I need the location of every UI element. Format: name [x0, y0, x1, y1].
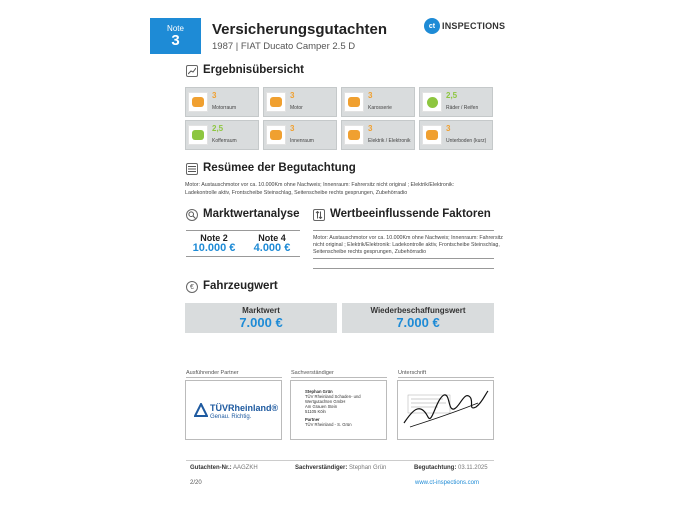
gutachten-label: Gutachten-Nr.: — [190, 465, 232, 471]
result-tile-label: Kofferraum — [212, 138, 237, 144]
section-title-fahrzeugwert: Fahrzeugwert — [203, 280, 278, 292]
divider — [291, 377, 387, 378]
expert-street: Am Grauen Stein — [305, 404, 338, 409]
result-tile — [263, 120, 337, 150]
resumee-text-line2: Ladekontrolle aktiv, Frontscheibe Steinschlag, Seitenscheibe rechts gesprungen, Zubehörradio — [185, 190, 408, 196]
euro-icon: € — [186, 281, 198, 293]
chart-icon — [186, 65, 198, 77]
marktwert-label: Marktwert — [242, 306, 280, 315]
battery-icon — [344, 125, 364, 145]
expert-name: Stephan Grün — [305, 389, 333, 394]
tuv-slogan: Genau. Richtig. — [210, 414, 252, 420]
note4-label: Note 4 — [258, 233, 286, 243]
marktwert-value: 7.000 € — [239, 315, 283, 330]
grade-badge — [150, 18, 201, 54]
footer-begutachtung — [414, 465, 488, 471]
divider — [313, 268, 494, 269]
result-tile-label: Innenraum — [290, 138, 314, 144]
beg-value: 03.11.2025 — [458, 465, 488, 471]
note4-value: 4.000 € — [253, 242, 291, 254]
trunk-icon — [188, 125, 208, 145]
wiederbeschaffungswert-label: Wiederbeschaffungswert — [370, 306, 466, 315]
expert-partner-label: Partner — [305, 417, 320, 422]
car-body-icon — [344, 92, 364, 112]
magnifier-icon — [186, 209, 198, 221]
result-tile-label: Räder / Reifen — [446, 105, 479, 111]
website-link[interactable]: www.ct-inspections.com — [415, 480, 480, 486]
page-title: Versicherungsgutachten — [212, 21, 388, 38]
result-tile-label: Motor — [290, 105, 303, 111]
tuv-triangle-icon — [194, 403, 208, 417]
footer-sachverstaendiger — [295, 465, 386, 471]
gutachten-value: AAGZKH — [233, 465, 258, 471]
sv-value: Stephan Grün — [349, 465, 387, 471]
result-tile — [419, 87, 493, 117]
result-tile-grade: 2,5 — [212, 124, 224, 133]
faktoren-text-line2: nicht original ; Elektrik/Elektronik: Ladekontrolle aktiv, Frontscheibe Steinschlag, — [313, 242, 500, 248]
result-tile-label: Elektrik / Elektronik — [368, 138, 411, 144]
expert-company-line2: Wertgutachten GmbH — [305, 399, 346, 404]
seat-icon — [266, 125, 286, 145]
section-title-faktoren: Wertbeeinflussende Faktoren — [330, 208, 491, 220]
result-tile-grade: 3 — [290, 124, 295, 133]
engine-icon — [266, 92, 286, 112]
faktoren-text-line3: Seitenscheibe rechts gesprungen, Zubehörradio — [313, 249, 427, 255]
divider — [313, 230, 494, 231]
wheel-icon — [422, 92, 442, 112]
result-tile-grade: 3 — [212, 91, 217, 100]
wiederbeschaffungswert-value: 7.000 € — [396, 315, 440, 330]
expert-partner-value: TÜV Rheinland - S. Grün — [305, 422, 352, 427]
divider — [186, 377, 282, 378]
divider — [186, 256, 300, 257]
result-tile-grade: 2,5 — [446, 91, 458, 100]
result-tile — [341, 87, 415, 117]
result-tile-label: Motorraum — [212, 105, 237, 111]
expert-company-line1: TÜV Rheinland Schaden- und — [305, 394, 361, 399]
grade-value: 3 — [171, 32, 180, 49]
divider — [398, 377, 494, 378]
section-title-marktwert: Marktwertanalyse — [203, 208, 300, 220]
partner-logo-box — [185, 380, 282, 440]
logo-mark: ct — [424, 18, 440, 34]
divider — [313, 258, 494, 259]
result-tile — [419, 120, 493, 150]
handwritten-signature — [398, 381, 493, 439]
page-number: 2/20 — [190, 480, 202, 486]
footer-divider — [186, 460, 494, 461]
divider — [186, 230, 300, 231]
note2-value: 10.000 € — [192, 242, 236, 254]
result-tile-grade: 3 — [446, 124, 451, 133]
sort-arrows-icon — [313, 209, 325, 221]
result-tile — [185, 87, 259, 117]
expert-label: Sachverständiger — [291, 370, 334, 376]
lift-icon — [422, 125, 442, 145]
result-tile-grade: 3 — [368, 124, 373, 133]
list-icon — [186, 163, 198, 175]
note2-label: Note 2 — [200, 233, 228, 243]
company-logo — [424, 17, 505, 35]
signature-label: Unterschrift — [398, 370, 427, 376]
result-tile-label: Karosserie — [368, 105, 392, 111]
faktoren-text-line1: Motor: Austauschmotor vor ca. 10.000Km ohne Nachweis; Innenraum: Fahrersitz — [313, 235, 503, 241]
result-tile — [341, 120, 415, 150]
result-tile — [185, 120, 259, 150]
wiederbeschaffungswert-box — [342, 303, 494, 333]
sv-label: Sachverständiger: — [295, 465, 348, 471]
partner-label: Ausführender Partner — [186, 370, 239, 376]
vehicle-subtitle: 1987 | FIAT Ducato Camper 2.5 D — [212, 41, 356, 52]
result-tile-label: Unterboden (kurz) — [446, 138, 487, 144]
expert-city: 51105 Köln — [305, 409, 326, 414]
engine-bay-icon — [188, 92, 208, 112]
section-title-ergebnis: Ergebnisübersicht — [203, 64, 304, 76]
section-title-resumee: Resümee der Begutachtung — [203, 162, 356, 174]
result-tile — [263, 87, 337, 117]
grade-label: Note — [167, 24, 184, 33]
beg-label: Begutachtung: — [414, 465, 457, 471]
footer-gutachten-nr — [190, 465, 258, 471]
result-tile-grade: 3 — [290, 91, 295, 100]
expert-stamp-box — [290, 380, 387, 440]
logo-text: INSPECTIONS — [442, 21, 506, 31]
marktwert-box — [185, 303, 337, 333]
signature-box — [397, 380, 494, 440]
tuv-logo-text: TÜVRheinland® — [210, 403, 279, 413]
result-tile-grade: 3 — [368, 91, 373, 100]
resumee-text-line1: Motor: Austauschmotor vor ca. 10.000Km ohne Nachweis; Innenraum: Fahrersitz nicht original ; Elektrik/Elektronik: — [185, 182, 455, 188]
